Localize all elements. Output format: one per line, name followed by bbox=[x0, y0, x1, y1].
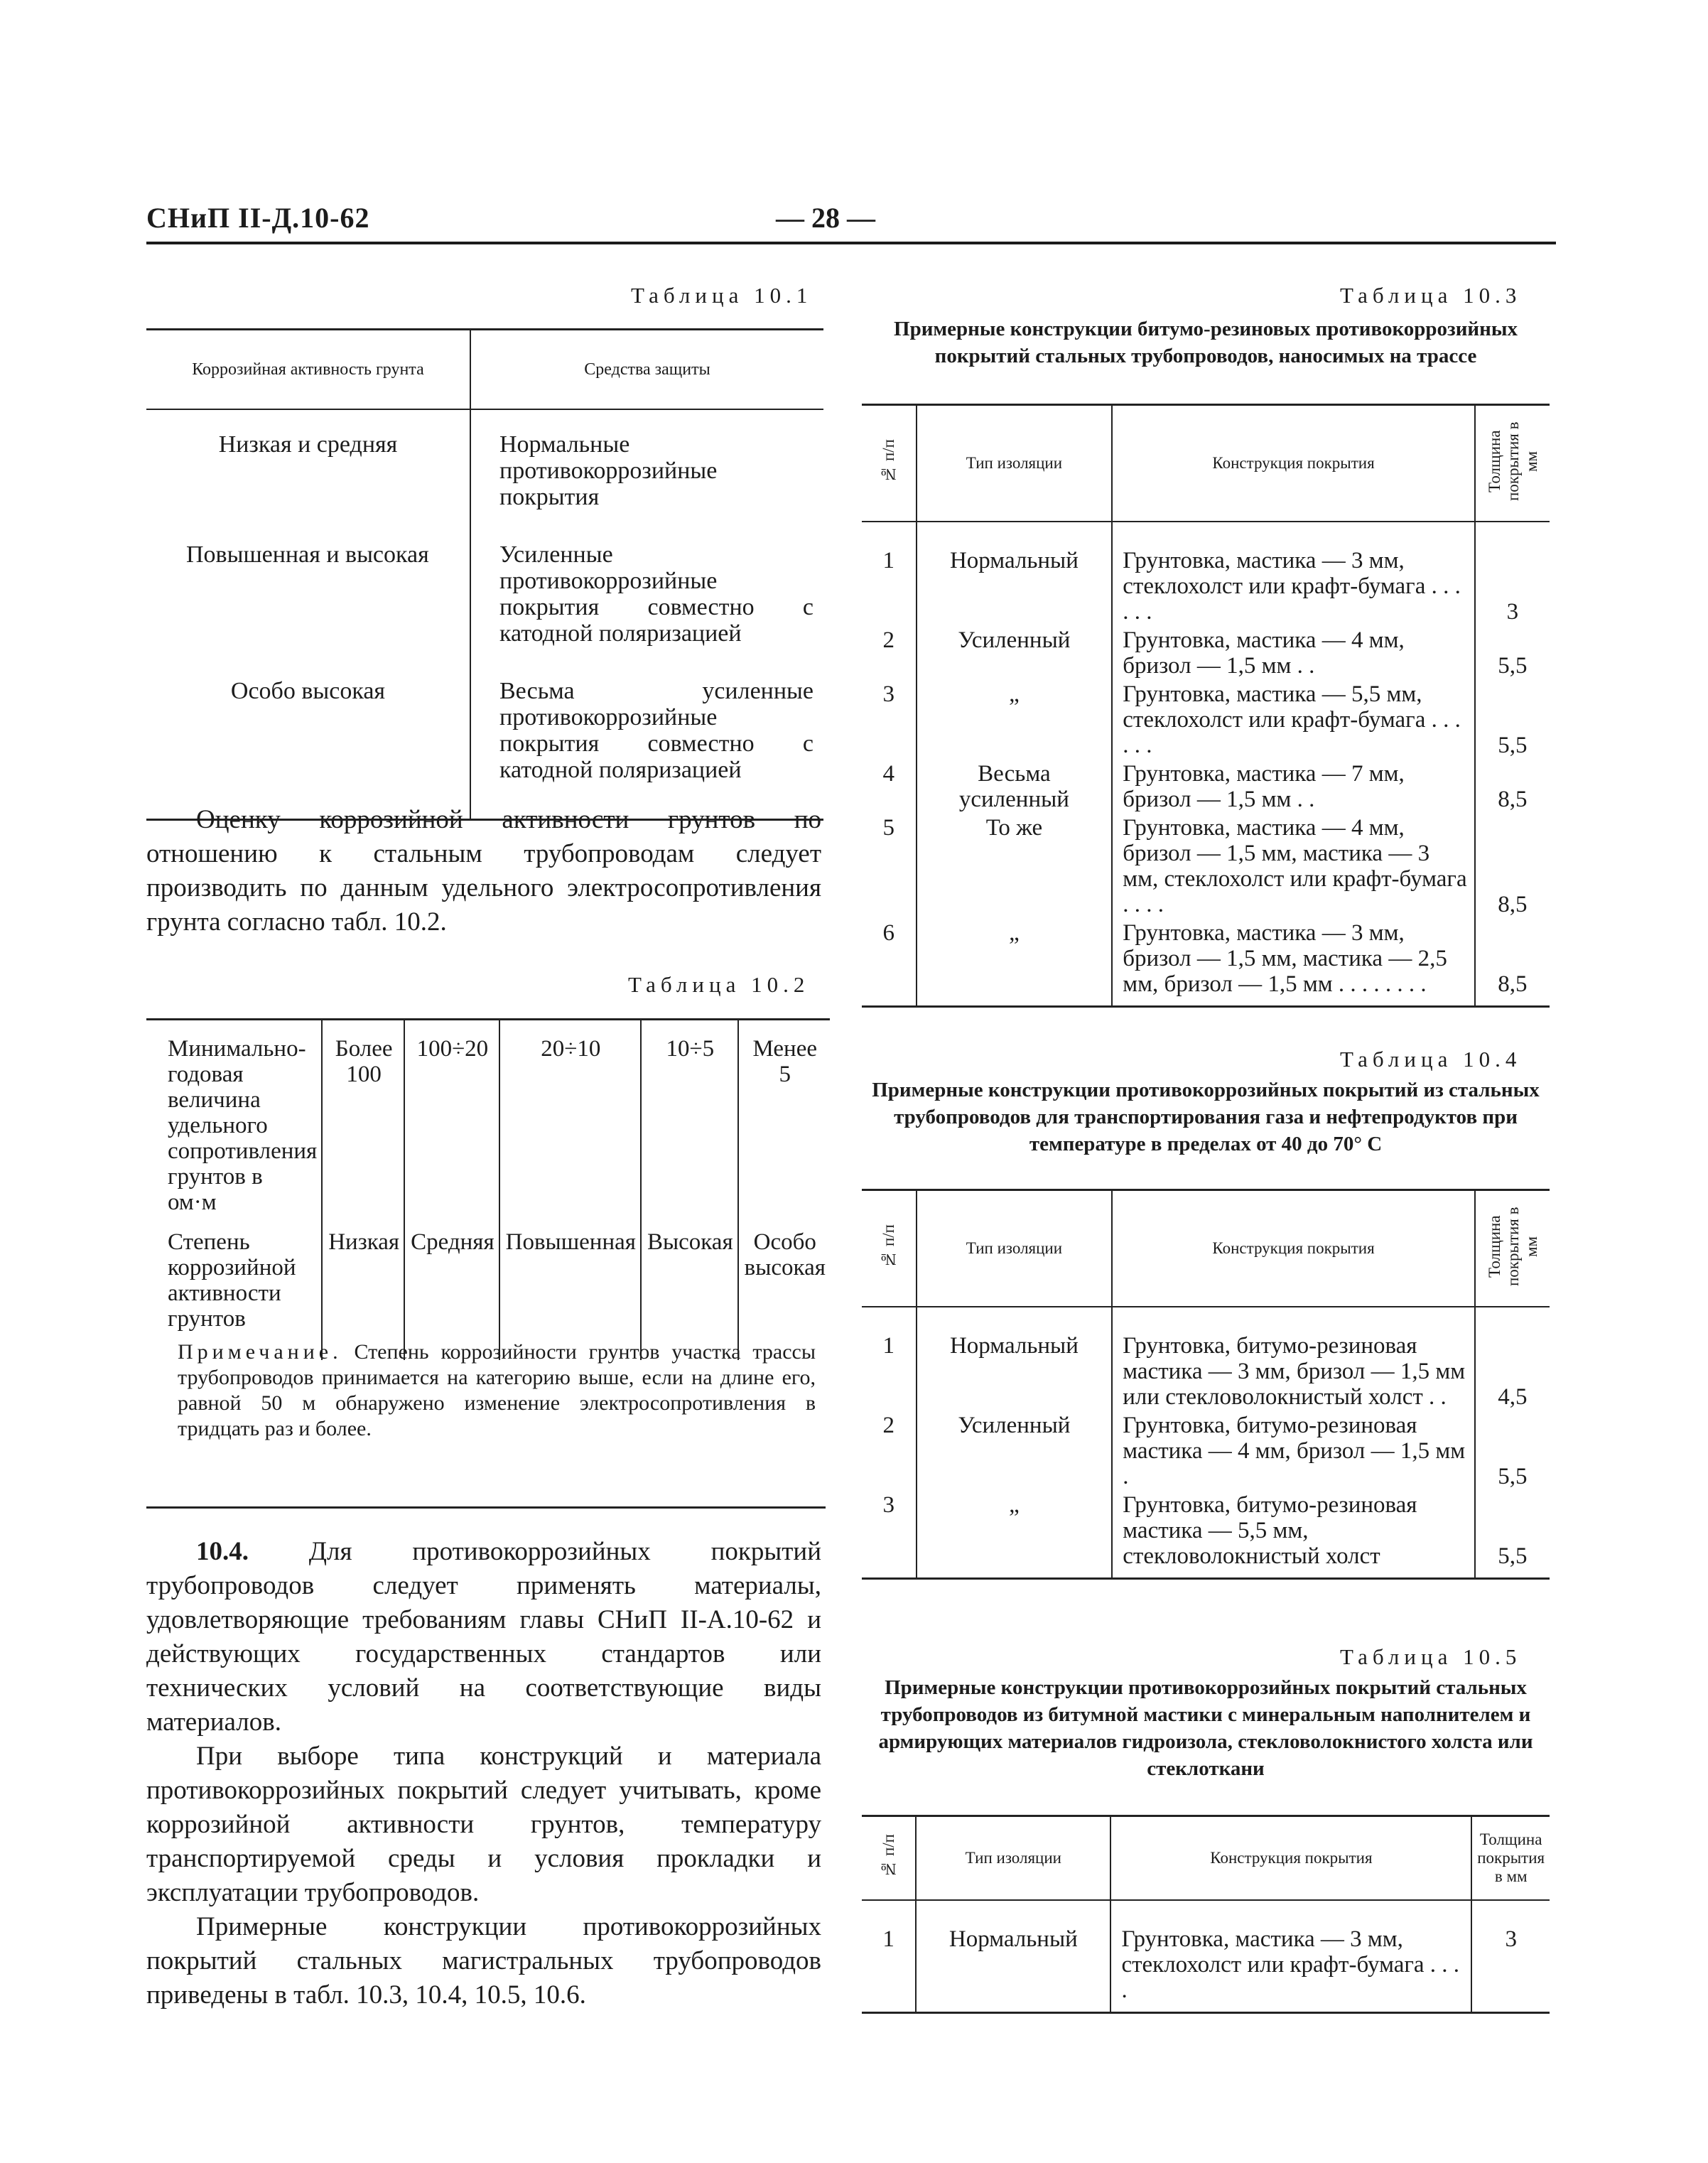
row-label: Минимально-годовая величина удельного сопротивления грунтов в ом·м bbox=[168, 1036, 318, 1215]
activity-cell: Повышенная bbox=[499, 1222, 641, 1360]
column-header: Тип изоляции bbox=[917, 1190, 1113, 1307]
activity-cell: Особо высокая bbox=[738, 1222, 830, 1360]
section-10-4 bbox=[146, 1535, 821, 2012]
column-header: № п/п bbox=[862, 405, 917, 522]
coating-construction: Грунтовка, битумо-резиновая мастика — 3 мм, бризол — 1,5 мм или стекловолокнистый холст . . bbox=[1112, 1307, 1475, 1411]
column-header: № п/п bbox=[862, 1816, 916, 1900]
insulation-type: „ bbox=[917, 680, 1113, 760]
coating-thickness: 5,5 bbox=[1475, 626, 1550, 680]
column-header: Толщина покрытия в мм bbox=[1475, 405, 1550, 522]
coating-thickness: 8,5 bbox=[1475, 814, 1550, 919]
table-row bbox=[146, 409, 823, 536]
column-header: № п/п bbox=[862, 1190, 917, 1307]
column-header: Тип изоляции bbox=[916, 1816, 1110, 1900]
table-10-3-caption: Таблица 10.3 bbox=[1340, 283, 1522, 308]
protection-cell: Весьма усиленные противокоррозийные покрытия совместно с катодной поляризацией bbox=[470, 672, 823, 820]
row-number: 3 bbox=[882, 1492, 895, 1518]
column-header: Средства защиты bbox=[470, 330, 823, 410]
coating-construction: Грунтовка, битумо-резиновая мастика — 5,5 мм, стекловолокнистый холст bbox=[1112, 1491, 1475, 1579]
table-row bbox=[146, 672, 823, 820]
row-number: 1 bbox=[882, 1332, 895, 1359]
column-header: Толщина покрытия в мм bbox=[1471, 1816, 1550, 1900]
insulation-type: Весьма усиленный bbox=[917, 760, 1113, 814]
section-text: Для противокоррозийных покрытий трубопроводов следует применять материалы, удовлетворяющие требованиям главы СНиП II-А.10-62 и действующих государственных стандартов или технических условий на соответствующие виды материалов. bbox=[146, 1537, 821, 1737]
row-number: 4 bbox=[882, 760, 895, 787]
insulation-type: Нормальный bbox=[916, 1900, 1110, 2013]
column-header: Толщина покрытия в мм bbox=[1475, 1190, 1550, 1307]
coating-thickness: 5,5 bbox=[1475, 680, 1550, 760]
insulation-type: Нормальный bbox=[917, 522, 1113, 626]
insulation-type: Усиленный bbox=[917, 626, 1113, 680]
table-row bbox=[862, 1307, 1550, 1411]
table-10-3 bbox=[862, 404, 1550, 1008]
table-10-4-title: Примерные конструкции противокоррозийных покрытий из стальных трубопроводов для транспортирования газа и нефтепродуктов при температуре в пределах от 40 до 70° С bbox=[872, 1079, 1540, 1155]
table-row bbox=[862, 1900, 1550, 2013]
note-text: Степень коррозийности грунтов участка трассы трубопроводов принимается на категорию выше, если на длине его, равной 50 м обнаружено изменение электросопротивления в тридцать раз и более. bbox=[178, 1340, 816, 1440]
insulation-type: „ bbox=[917, 1491, 1113, 1579]
table-row bbox=[862, 814, 1550, 919]
table-10-1 bbox=[146, 328, 823, 821]
resistivity-cell: 10÷5 bbox=[641, 1020, 738, 1223]
insulation-type: „ bbox=[917, 919, 1113, 1007]
row-number: 1 bbox=[882, 1926, 894, 1952]
coating-construction: Грунтовка, мастика — 4 мм, бризол — 1,5 мм . . bbox=[1112, 626, 1475, 680]
activity-cell: Средняя bbox=[404, 1222, 499, 1360]
row-number: 1 bbox=[882, 547, 895, 573]
activity-cell: Низкая и средняя bbox=[218, 431, 398, 458]
coating-construction: Грунтовка, мастика — 3 мм, стеклохолст или крафт-бумага . . . . bbox=[1110, 1900, 1471, 2013]
resistivity-cell: 20÷10 bbox=[499, 1020, 641, 1223]
table-10-3-title: Примерные конструкции битумо-резиновых противокоррозийных покрытий стальных трубопроводов, наносимых на трассе bbox=[894, 318, 1518, 367]
coating-construction: Грунтовка, битумо-резиновая мастика — 4 мм, бризол — 1,5 мм . bbox=[1112, 1411, 1475, 1491]
table-10-5-caption: Таблица 10.5 bbox=[1340, 1644, 1522, 1669]
coating-construction: Грунтовка, мастика — 3 мм, бризол — 1,5 мм, мастика — 2,5 мм, бризол — 1,5 мм . . . . . . . . bbox=[1112, 919, 1475, 1007]
paragraph-references: Примерные конструкции противокоррозийных покрытий стальных магистральных трубопроводов приведены в табл. 10.3, 10.4, 10.5, 10.6. bbox=[146, 1912, 821, 2010]
coating-construction: Грунтовка, мастика — 5,5 мм, стеклохолст или крафт-бумага . . . . . . bbox=[1112, 680, 1475, 760]
row-number: 6 bbox=[882, 919, 895, 946]
row-number: 3 bbox=[882, 681, 895, 707]
table-row bbox=[862, 919, 1550, 1007]
table-row bbox=[862, 522, 1550, 626]
table-10-2-caption: Таблица 10.2 bbox=[628, 972, 810, 997]
row-number: 5 bbox=[882, 814, 895, 841]
row-label: Степень коррозийной активности грунтов bbox=[168, 1229, 296, 1332]
table-10-5-title: Примерные конструкции противокоррозийных покрытий стальных трубопроводов из битумной мастики с минеральным наполнителем и армирующих материалов гидроизола, стекловолокнистого холста или стеклоткани bbox=[878, 1676, 1533, 1780]
table-row bbox=[146, 536, 823, 672]
column-header: Конструкция покрытия bbox=[1112, 405, 1475, 522]
resistivity-cell: Более 100 bbox=[322, 1020, 404, 1223]
coating-thickness: 8,5 bbox=[1475, 919, 1550, 1007]
coating-construction: Грунтовка, мастика — 3 мм, стеклохолст или крафт-бумага . . . . . . bbox=[1112, 522, 1475, 626]
activity-cell: Особо высокая bbox=[230, 678, 386, 704]
resistivity-cell: 100÷20 bbox=[404, 1020, 499, 1223]
insulation-type: То же bbox=[917, 814, 1113, 919]
table-10-1-caption: Таблица 10.1 bbox=[631, 283, 813, 308]
insulation-type: Усиленный bbox=[917, 1411, 1113, 1491]
table-10-5 bbox=[862, 1815, 1550, 2014]
row-number: 2 bbox=[882, 627, 895, 653]
table-10-2 bbox=[146, 1018, 830, 1360]
coating-thickness: 5,5 bbox=[1475, 1491, 1550, 1579]
coating-thickness: 8,5 bbox=[1475, 760, 1550, 814]
coating-thickness: 3 bbox=[1475, 522, 1550, 626]
page-number: — 28 — bbox=[776, 202, 875, 234]
table-10-2-note bbox=[146, 1339, 826, 1509]
paragraph-soil-assessment: Оценку коррозийной активности грунтов по отношению к стальным трубопроводам следует производить по данным удельного электросопротивления грунта согласно табл. 10.2. bbox=[146, 805, 821, 937]
table-10-4-caption: Таблица 10.4 bbox=[1340, 1047, 1522, 1072]
section-number: 10.4. bbox=[196, 1537, 249, 1566]
document-code: СНиП II-Д.10-62 bbox=[146, 202, 370, 234]
header-divider bbox=[146, 242, 1556, 244]
activity-cell: Высокая bbox=[641, 1222, 738, 1360]
column-header: Коррозийная активность грунта bbox=[146, 330, 470, 410]
coating-construction: Грунтовка, мастика — 4 мм, бризол — 1,5 мм, мастика — 3 мм, стеклохолст или крафт-бумага . . . . bbox=[1112, 814, 1475, 919]
table-row bbox=[862, 760, 1550, 814]
coating-thickness: 3 bbox=[1471, 1900, 1550, 2013]
table-row bbox=[146, 1020, 830, 1223]
column-header: Тип изоляции bbox=[917, 405, 1113, 522]
coating-thickness: 5,5 bbox=[1475, 1411, 1550, 1491]
table-row bbox=[862, 626, 1550, 680]
coating-thickness: 4,5 bbox=[1475, 1307, 1550, 1411]
column-header: Конструкция покрытия bbox=[1110, 1816, 1471, 1900]
protection-cell: Усиленные противокоррозийные покрытия совместно с катодной поляризацией bbox=[470, 536, 823, 672]
activity-cell: Низкая bbox=[322, 1222, 404, 1360]
note-label: Примечание. bbox=[178, 1340, 342, 1364]
resistivity-cell: Менее 5 bbox=[738, 1020, 830, 1223]
table-10-4 bbox=[862, 1189, 1550, 1580]
coating-construction: Грунтовка, мастика — 7 мм, бризол — 1,5 мм . . bbox=[1112, 760, 1475, 814]
table-row bbox=[862, 1411, 1550, 1491]
column-header: Конструкция покрытия bbox=[1112, 1190, 1475, 1307]
table-row bbox=[862, 1491, 1550, 1579]
insulation-type: Нормальный bbox=[917, 1307, 1113, 1411]
protection-cell: Нормальные противокоррозийные покрытия bbox=[470, 409, 823, 536]
table-row bbox=[862, 680, 1550, 760]
activity-cell: Повышенная и высокая bbox=[186, 541, 429, 568]
paragraph-selection: При выборе типа конструкций и материала противокоррозийных покрытий следует учитывать, кроме коррозийной активности грунтов, температуру транспортируемой среды и условия прокладки и эксплуатации трубопроводов. bbox=[146, 1742, 821, 1907]
row-number: 2 bbox=[882, 1412, 895, 1438]
